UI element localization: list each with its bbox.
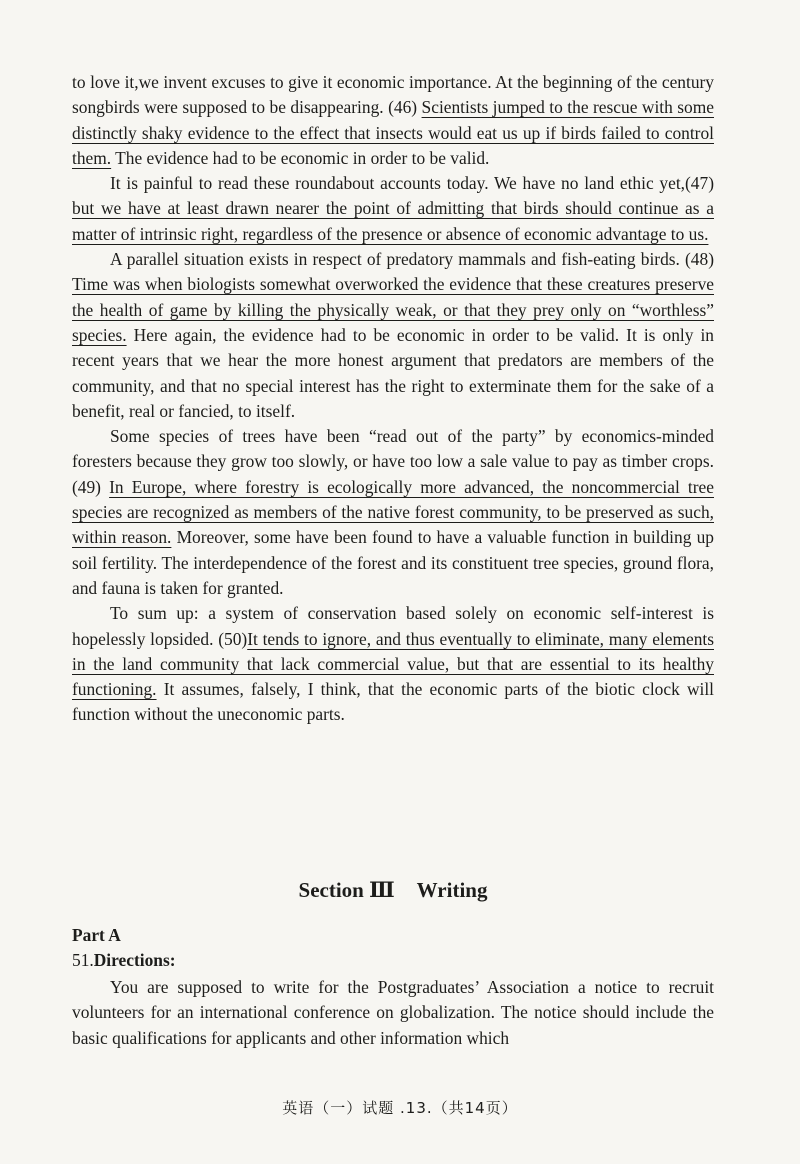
passage-text: to love it,we invent excuses to give it economic importance. At the beginning of the century songbirds were supposed to be disappearing. (46) bbox=[72, 72, 714, 118]
passage-text: A parallel situation exists in respect of predatory mammals and fish-eating birds. (48) bbox=[110, 249, 714, 270]
passage-text: Here again, the evidence had to be economic in order to be valid. It is only in recent years that we hear the more honest argument that predators are members of the community, and that no special interest has the right to exterminate them for the sake of a benefit, real or fancied, to itself. bbox=[72, 324, 714, 421]
section-label: Section Ⅲ bbox=[298, 878, 395, 902]
page-footer: 英语（一）试题 .13.（共14页） bbox=[282, 1099, 518, 1117]
passage-text: Some species of trees have been “read out of the party” by economics-minded foresters because they grow too slowly, or have too low a sale value to pay as timber crops. (49) bbox=[72, 426, 714, 497]
passage-text: It is painful to read these roundabout accounts today. We have no land ethic yet,(47) bbox=[110, 173, 714, 194]
passage-text: Moreover, some have been found to have a valuable function in building up soil fertility. The interdependence of the forest and its constituent tree species, ground flora, and fauna is taken for granted. bbox=[72, 527, 714, 598]
underlined-translation-sentence: but we have at least drawn nearer the point of admitting that birds should continue as a matter of intrinsic right, regardless of the presence or absence of economic advantage to us. bbox=[72, 198, 714, 244]
passage-text: It assumes, falsely, I think, that the economic parts of the biotic clock will function without the uneconomic parts. bbox=[72, 679, 714, 725]
directions-label: Directions: bbox=[93, 950, 176, 970]
passage-text: The evidence had to be economic in order to be valid. bbox=[111, 147, 490, 168]
passage-paragraph bbox=[72, 247, 714, 424]
reading-passage bbox=[72, 70, 714, 728]
underlined-translation-sentence: Time was when biologists somewhat overworked the evidence that these creatures preserve the health of game by killing the physically weak, or that they prey only on “worthless” species. bbox=[72, 274, 714, 345]
underlined-translation-sentence: In Europe, where forestry is ecologically more advanced, the noncommercial tree species are recognized as members of the native forest community, to be preserved as such, within reason. bbox=[72, 476, 714, 548]
passage-paragraph bbox=[72, 171, 714, 247]
directions-text: You are supposed to write for the Postgraduates’ Association a notice to recruit volunteers for an international conference on globalization. The notice should include the basic qualifications for applicants and other information which bbox=[72, 977, 714, 1048]
section-name: Writing bbox=[416, 878, 488, 902]
part-heading: Part A bbox=[72, 925, 121, 945]
passage-text: To sum up: a system of conservation based solely on economic self-interest is hopelessly lopsided. (50) bbox=[72, 603, 714, 649]
question-number: 51. bbox=[72, 950, 94, 970]
directions-block bbox=[72, 975, 714, 1051]
passage-paragraph bbox=[72, 424, 714, 601]
section-heading bbox=[0, 877, 786, 903]
underlined-translation-sentence: Scientists jumped to the rescue with some distinctly shaky evidence to the effect that insects would eat us up if birds failed to control them. bbox=[72, 97, 714, 168]
passage-paragraph bbox=[72, 70, 714, 171]
question-header bbox=[72, 950, 176, 971]
passage-paragraph bbox=[72, 601, 714, 727]
underlined-translation-sentence: It tends to ignore, and thus eventually to eliminate, many elements in the land community that lack commercial value, but that are essential to its healthy functioning. bbox=[72, 628, 714, 700]
